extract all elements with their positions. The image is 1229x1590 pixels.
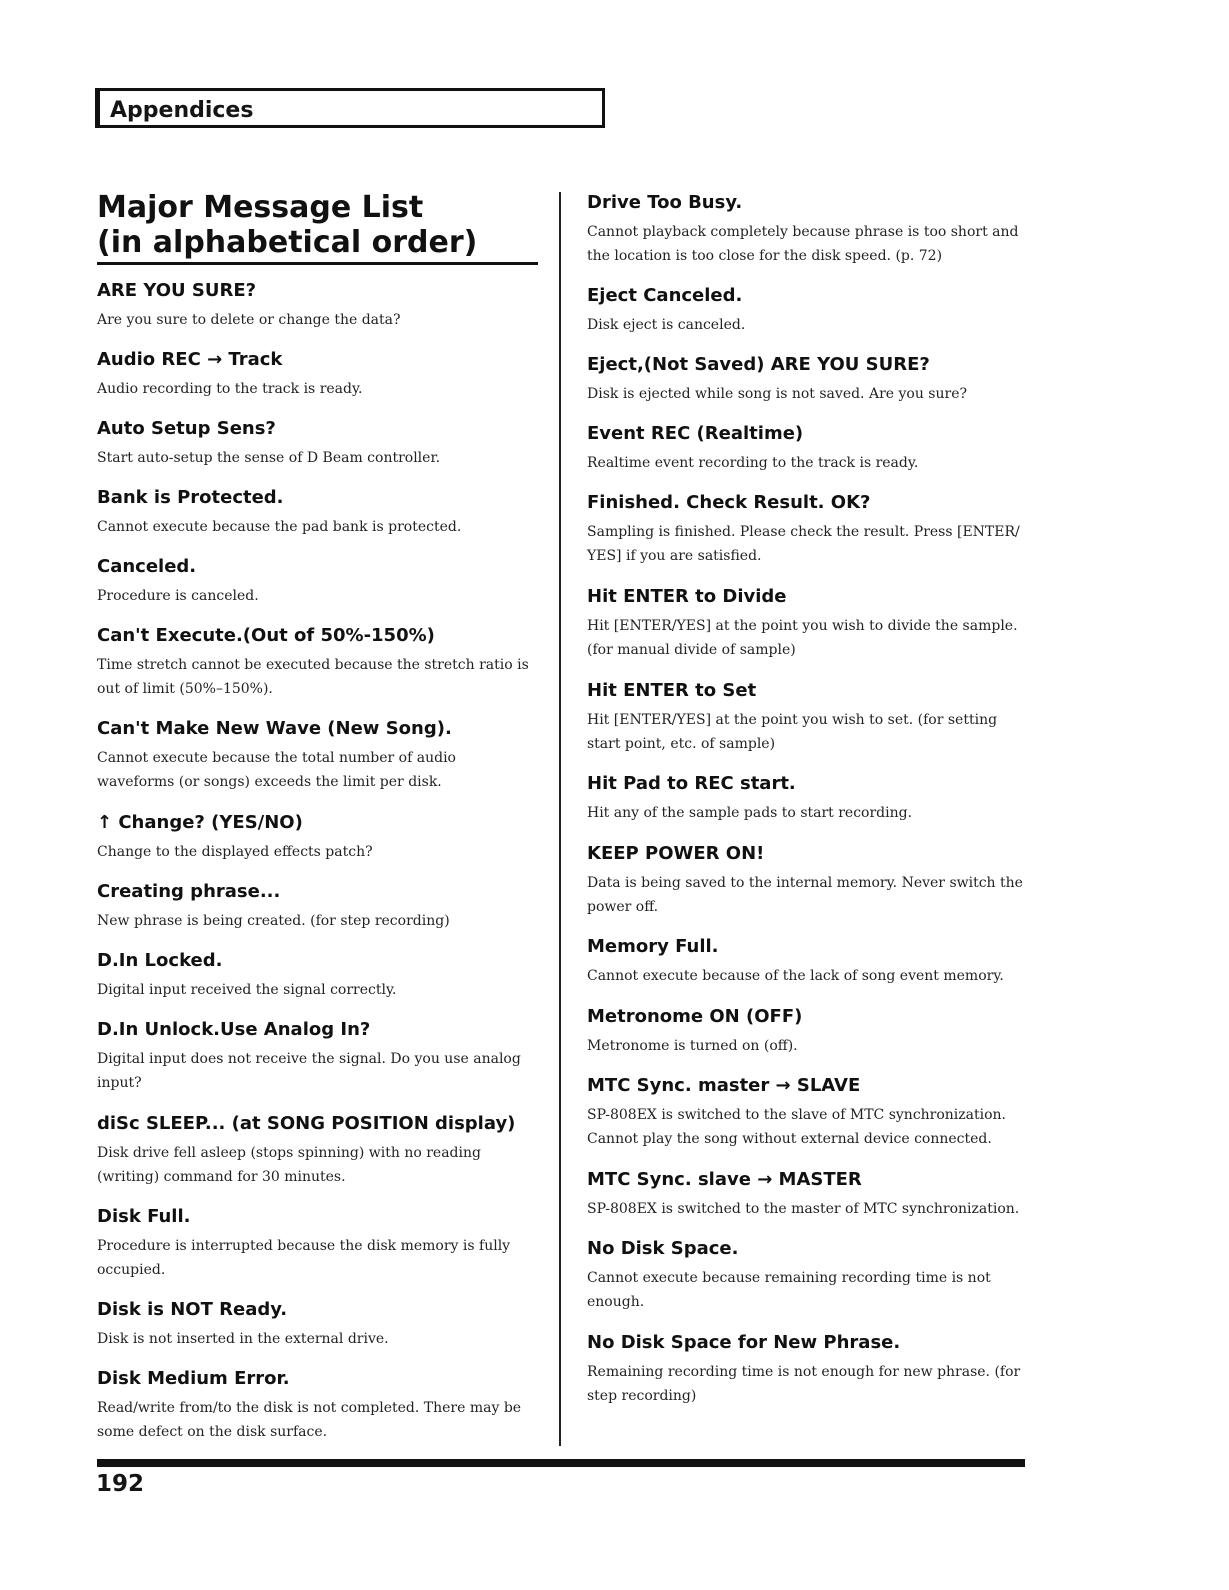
message-description: Read/write from/to the disk is not completed. There may be some defect on the disk surface. (97, 1400, 522, 1440)
message-description: Data is being saved to the internal memory. Never switch the power off. (587, 875, 1023, 915)
message-entry (587, 680, 1027, 756)
message-entry (97, 349, 537, 401)
message-entry (587, 1075, 1027, 1151)
message-heading: MTC Sync. master → SLAVE (587, 1075, 861, 1096)
message-description: Realtime event recording to the track is ready. (587, 455, 919, 471)
page-number: 192 (96, 1471, 145, 1497)
message-entry (587, 773, 1027, 825)
message-description: SP-808EX is switched to the slave of MTC synchronization. Cannot play the song without external device connected. (587, 1107, 1007, 1147)
message-description: Procedure is interrupted because the disk memory is fully occupied. (97, 1238, 511, 1278)
message-description: Change to the displayed effects patch? (97, 844, 373, 860)
message-entry (97, 1113, 537, 1189)
message-description: Hit [ENTER/YES] at the point you wish to divide the sample. (for manual divide of sample) (587, 618, 1018, 658)
message-entry (97, 1206, 537, 1282)
message-heading: Hit Pad to REC start. (587, 773, 796, 794)
section-header-box (95, 88, 605, 128)
message-entry (97, 487, 537, 539)
message-heading: Finished. Check Result. OK? (587, 492, 871, 513)
message-description: Cannot execute because the total number of audio waveforms (or songs) exceeds the limit per disk. (97, 750, 456, 790)
message-entry (587, 354, 1027, 406)
message-entry (587, 936, 1027, 988)
message-entry (97, 418, 537, 470)
message-heading: Can't Make New Wave (New Song). (97, 718, 452, 739)
message-description: Disk is ejected while song is not saved. Are you sure? (587, 386, 967, 402)
footer-rule (97, 1459, 1025, 1467)
message-description: Cannot execute because of the lack of song event memory. (587, 968, 1004, 984)
message-entry (97, 1368, 537, 1444)
message-heading: Canceled. (97, 556, 197, 577)
message-entry (97, 1299, 537, 1351)
title-underline (97, 262, 538, 265)
message-heading: Disk Full. (97, 1206, 191, 1227)
message-description: Disk is not inserted in the external drive. (97, 1331, 389, 1347)
message-description: Are you sure to delete or change the data? (97, 312, 401, 328)
page-title-line-1: Major Message List (97, 190, 424, 225)
message-description: Hit any of the sample pads to start recording. (587, 805, 913, 821)
message-heading: Bank is Protected. (97, 487, 284, 508)
message-description: Time stretch cannot be executed because the stretch ratio is out of limit (50%–150%). (97, 657, 529, 697)
message-entry (587, 1238, 1027, 1314)
message-heading: Audio REC → Track (97, 349, 283, 370)
message-entry (587, 285, 1027, 337)
message-entry (97, 1019, 537, 1095)
message-heading: Drive Too Busy. (587, 192, 743, 213)
message-description: Digital input received the signal correctly. (97, 982, 397, 998)
page-title-line-2: (in alphabetical order) (97, 225, 478, 260)
message-entry (97, 812, 537, 864)
page-title (97, 190, 477, 260)
message-heading: diSc SLEEP... (at SONG POSITION display) (97, 1113, 516, 1134)
message-entry (587, 492, 1027, 568)
message-heading: Disk is NOT Ready. (97, 1299, 288, 1320)
message-description: Remaining recording time is not enough for new phrase. (for step recording) (587, 1364, 1021, 1404)
section-label: Appendices (110, 98, 254, 123)
message-description: Disk drive fell asleep (stops spinning) with no reading (writing) command for 30 minutes. (97, 1145, 481, 1185)
message-description: Disk eject is canceled. (587, 317, 746, 333)
message-heading: Hit ENTER to Divide (587, 586, 787, 607)
message-heading: Creating phrase... (97, 881, 281, 902)
message-entry (97, 881, 537, 933)
message-description: Sampling is finished. Please check the result. Press [ENTER/ YES] if you are satisfied. (587, 524, 1020, 564)
message-heading: Memory Full. (587, 936, 719, 957)
message-description: Digital input does not receive the signal. Do you use analog input? (97, 1051, 521, 1091)
message-entry (97, 718, 537, 794)
message-entry (97, 950, 537, 1002)
message-heading: KEEP POWER ON! (587, 843, 765, 864)
message-entry (97, 280, 537, 332)
message-description: Cannot execute because the pad bank is protected. (97, 519, 462, 535)
message-entry (97, 625, 537, 701)
message-entry (587, 586, 1027, 662)
message-heading: Metronome ON (OFF) (587, 1006, 803, 1027)
message-description: New phrase is being created. (for step recording) (97, 913, 450, 929)
message-description: Cannot playback completely because phrase is too short and the location is too close for the disk speed. (p. 72) (587, 224, 1019, 264)
message-heading: Disk Medium Error. (97, 1368, 290, 1389)
message-description: SP-808EX is switched to the master of MTC synchronization. (587, 1201, 1020, 1217)
message-heading: No Disk Space. (587, 1238, 739, 1259)
message-entry (587, 192, 1027, 268)
message-heading: ↑ Change? (YES/NO) (97, 812, 303, 833)
message-entry (97, 556, 537, 608)
column-divider (559, 192, 561, 1446)
message-entry (587, 423, 1027, 475)
message-heading: MTC Sync. slave → MASTER (587, 1169, 862, 1190)
message-entry (587, 843, 1027, 919)
message-heading: D.In Unlock.Use Analog In? (97, 1019, 371, 1040)
message-heading: D.In Locked. (97, 950, 223, 971)
message-description: Hit [ENTER/YES] at the point you wish to set. (for setting start point, etc. of sample) (587, 712, 998, 752)
message-heading: Eject Canceled. (587, 285, 743, 306)
message-entry (587, 1332, 1027, 1408)
message-heading: No Disk Space for New Phrase. (587, 1332, 901, 1353)
message-heading: Eject,(Not Saved) ARE YOU SURE? (587, 354, 930, 375)
message-entry (587, 1006, 1027, 1058)
message-description: Audio recording to the track is ready. (97, 381, 363, 397)
message-description: Cannot execute because remaining recording time is not enough. (587, 1270, 991, 1310)
message-heading: Auto Setup Sens? (97, 418, 276, 439)
message-heading: Hit ENTER to Set (587, 680, 757, 701)
message-description: Start auto-setup the sense of D Beam controller. (97, 450, 441, 466)
message-heading: Can't Execute.(Out of 50%-150%) (97, 625, 435, 646)
message-entry (587, 1169, 1027, 1221)
message-heading: Event REC (Realtime) (587, 423, 804, 444)
message-description: Procedure is canceled. (97, 588, 259, 604)
message-heading: ARE YOU SURE? (97, 280, 257, 301)
message-description: Metronome is turned on (off). (587, 1038, 798, 1054)
